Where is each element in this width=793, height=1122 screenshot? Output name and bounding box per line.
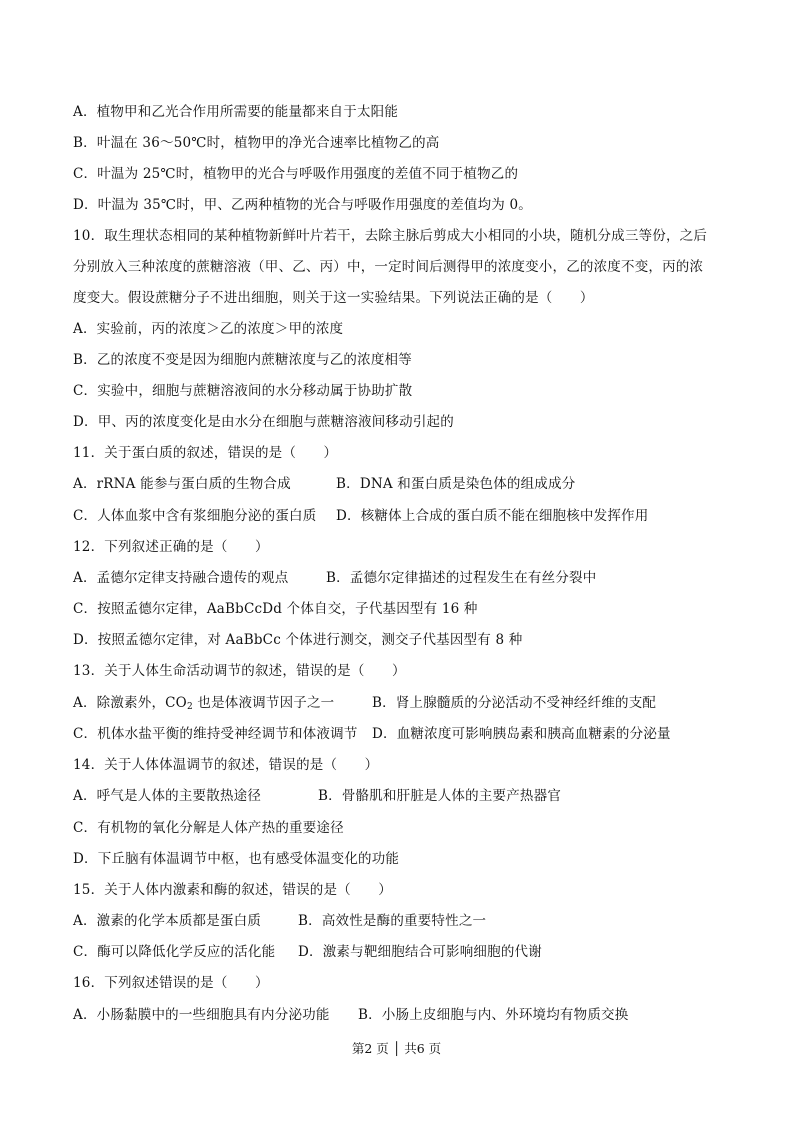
q13-stem: 13．关于人体生命活动调节的叙述，错误的是（ ） — [73, 663, 406, 679]
q14-option-d: D．下丘脑有体温调节中枢，也有感受体温变化的功能 — [73, 851, 400, 867]
q13-option-a-suffix: 也是体液调节因子之一 — [192, 695, 335, 711]
q15-option-c: C．酶可以降低化学反应的活化能 — [73, 944, 276, 960]
q10-option-a: A．实验前，丙的浓度＞乙的浓度＞甲的浓度 — [73, 321, 344, 337]
q10-option-b: B．乙的浓度不变是因为细胞内蔗糖浓度与乙的浓度相等 — [73, 352, 412, 368]
q15-option-a: A．激素的化学本质都是蛋白质 — [73, 913, 262, 929]
q11-option-d: D．核糖体上合成的蛋白质不能在细胞核中发挥作用 — [336, 508, 649, 524]
q13-option-b: B．肾上腺髓质的分泌活动不受神经纤维的支配 — [372, 695, 657, 711]
q15-stem: 15．关于人体内激素和酶的叙述，错误的是（ ） — [73, 882, 392, 898]
q12-option-a: A．孟德尔定律支持融合遗传的观点 — [73, 570, 289, 586]
q13-option-d: D．血糖浓度可影响胰岛素和胰高血糖素的分泌量 — [372, 726, 671, 742]
q12-option-d: D．按照孟德尔定律，对 AaBbCc 个体进行测交，测交子代基因型有 8 种 — [73, 632, 523, 648]
q11-option-b: B．DNA 和蛋白质是染色体的组成成分 — [336, 476, 576, 492]
q10-option-c: C．实验中，细胞与蔗糖溶液间的水分移动属于协助扩散 — [73, 383, 413, 399]
q14-option-b: B．骨骼肌和肝脏是人体的主要产热器官 — [318, 788, 562, 804]
q9-option-b: B．叶温在 36～50℃时，植物甲的净光合速率比植物乙的高 — [73, 135, 440, 151]
q11-option-a: A．rRNA 能参与蛋白质的生物合成 — [73, 476, 291, 492]
q10-stem-line-1: 10．取生理状态相同的某种植物新鲜叶片若干，去除主脉后剪成大小相同的小块，随机分成三等份，之后 — [73, 228, 708, 244]
q10-stem-line-3: 度变大。假设蔗糖分子不进出细胞，则关于这一实验结果。下列说法正确的是（ ） — [73, 290, 594, 306]
q15-option-d: D．激素与靶细胞结合可影响细胞的代谢 — [298, 944, 542, 960]
q16-stem: 16．下列叙述错误的是（ ） — [73, 975, 269, 991]
q9-option-a: A．植物甲和乙光合作用所需要的能量都来自于太阳能 — [73, 104, 399, 120]
q13-option-c: C．机体水盐平衡的维持受神经调节和体液调节 — [73, 726, 358, 742]
q9-option-d: D．叶温为 35℃时，甲、乙两种植物的光合与呼吸作用强度的差值均为 0。 — [73, 197, 532, 213]
q11-stem: 11．关于蛋白质的叙述，错误的是（ ） — [73, 445, 338, 461]
q15-option-b: B．高效性是酶的重要特性之一 — [298, 913, 487, 929]
q14-option-a: A．呼气是人体的主要散热途径 — [73, 788, 262, 804]
q12-option-b: B．孟德尔定律描述的过程发生在有丝分裂中 — [326, 570, 597, 586]
q16-option-b: B．小肠上皮细胞与内、外环境均有物质交换 — [358, 1007, 629, 1023]
page-footer: 第2 页 │ 共6 页 — [351, 1041, 442, 1056]
q14-option-c: C．有机物的氧化分解是人体产热的重要途径 — [73, 820, 344, 836]
q16-option-a: A．小肠黏膜中的一些细胞具有内分泌功能 — [73, 1007, 330, 1023]
q13-option-a-subscript: 2 — [186, 702, 193, 712]
q10-stem-line-2: 分别放入三种浓度的蔗糖溶液（甲、乙、丙）中，一定时间后测得甲的浓度变小，乙的浓度不变，丙的浓 — [73, 259, 704, 275]
q10-option-d: D．甲、丙的浓度变化是由水分在细胞与蔗糖溶液间移动引起的 — [73, 414, 454, 430]
q14-stem: 14．关于人体体温调节的叙述，错误的是（ ） — [73, 757, 379, 773]
q11-option-c: C．人体血浆中含有浆细胞分泌的蛋白质 — [73, 508, 317, 524]
q12-option-c: C．按照孟德尔定律，AaBbCcDd 个体自交，子代基因型有 16 种 — [73, 601, 478, 617]
q9-option-c: C．叶温为 25℃时，植物甲的光合与呼吸作用强度的差值不同于植物乙的 — [73, 166, 519, 182]
q13-option-a — [73, 693, 334, 717]
q12-stem: 12．下列叙述正确的是（ ） — [73, 539, 269, 555]
q13-option-a-prefix: A．除激素外，CO — [73, 695, 187, 711]
